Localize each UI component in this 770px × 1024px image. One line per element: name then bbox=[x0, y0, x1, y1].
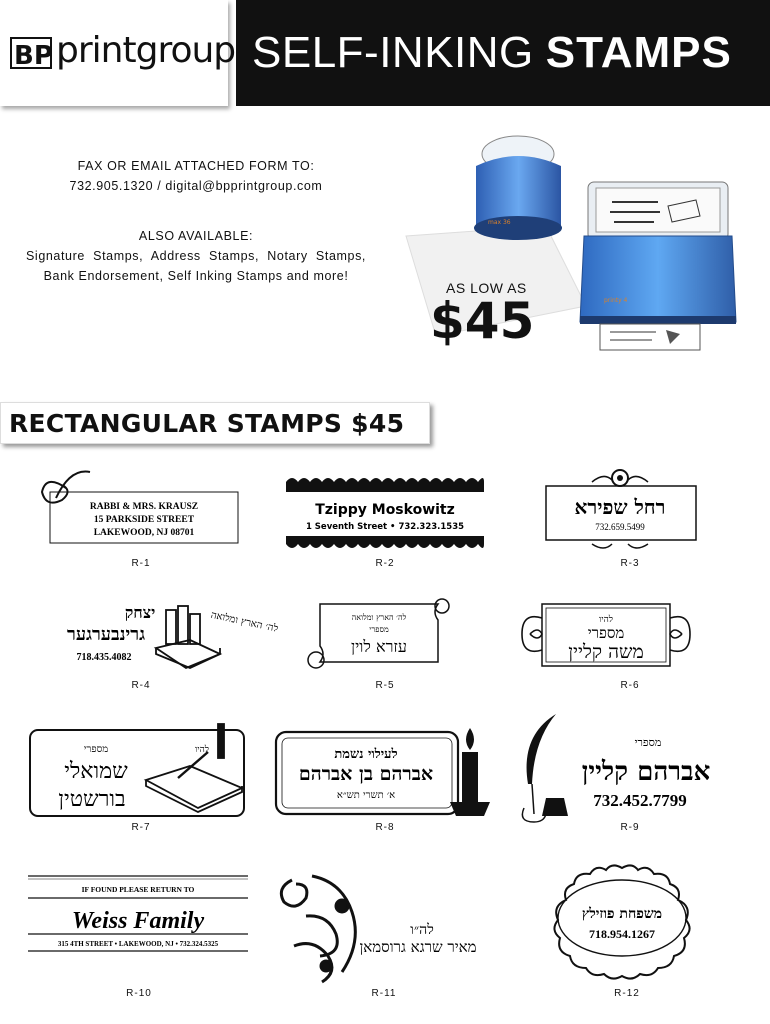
also-available-block bbox=[26, 226, 366, 286]
contact-details: 732.905.1320 / digital@bpprintgroup.com bbox=[69, 179, 323, 193]
stamp-label-r11: R-11 bbox=[371, 988, 397, 999]
stamp-r11-top: לה״ו bbox=[410, 922, 434, 938]
stamp-r12-name: משפחת פוזילץ bbox=[581, 906, 663, 922]
stamp-r6-name: משה קליין bbox=[568, 641, 644, 663]
stamp-r10-line1: IF FOUND PLEASE RETURN TO bbox=[81, 885, 195, 894]
stamp-r9-name: אברהם קליין bbox=[581, 757, 711, 787]
stamp-r4-name1: יצחק bbox=[124, 603, 156, 622]
stamp-r2-name: Tzippy Moskowitz bbox=[315, 502, 455, 518]
svg-text:printy 4: printy 4 bbox=[604, 297, 628, 304]
stamp-r1-line3: LAKEWOOD, NJ 08701 bbox=[93, 528, 195, 538]
stamp-r12-phone: 718.954.1267 bbox=[589, 927, 655, 941]
stamp-label-r6: R-6 bbox=[620, 680, 640, 691]
candle-icon bbox=[450, 728, 490, 816]
decorative-frame-icon bbox=[554, 865, 689, 978]
stamp-r7-name1: שמואלי bbox=[64, 759, 128, 784]
stamp-r6 bbox=[518, 598, 694, 672]
stamp-r7-top-left: מספרי bbox=[83, 744, 109, 755]
stamp-r8-line3: א׳ תשרי תש״א bbox=[336, 790, 396, 801]
banner-title-light: SELF-INKING bbox=[252, 28, 534, 77]
flourish-icon bbox=[42, 472, 90, 503]
stamp-r7-top-right: להיו bbox=[194, 745, 210, 755]
stamp-r4 bbox=[44, 592, 279, 676]
stamp-label-r2: R-2 bbox=[375, 558, 395, 569]
stamp-r1-line2: 15 PARKSIDE STREET bbox=[93, 515, 195, 525]
logo-text: printgroup bbox=[56, 30, 236, 71]
stamp-label-r1: R-1 bbox=[131, 558, 151, 569]
stamp-r10-name: Weiss Family bbox=[71, 908, 205, 934]
stamp-r12 bbox=[538, 862, 706, 974]
stamp-label-r7: R-7 bbox=[131, 822, 151, 833]
title-banner bbox=[236, 0, 770, 106]
stamp-r5 bbox=[304, 596, 454, 676]
stamp-r6-top: להיו bbox=[598, 615, 614, 625]
svg-text:BP: BP bbox=[14, 41, 53, 71]
also-heading: ALSO AVAILABLE: bbox=[138, 229, 254, 243]
stamp-r8-line2: אברהם בן אברהם bbox=[298, 763, 434, 785]
stamp-label-r12: R-12 bbox=[614, 988, 640, 999]
stamp-r2 bbox=[284, 474, 486, 554]
stamp-r9-top: מספרי bbox=[634, 736, 662, 749]
stamp-r1 bbox=[36, 468, 246, 548]
stamp-label-r4: R-4 bbox=[131, 680, 151, 691]
stamp-r4-top: לה׳ הארץ ומלואה bbox=[209, 609, 279, 635]
svg-text:max 36: max 36 bbox=[488, 219, 511, 226]
contact-block bbox=[26, 156, 366, 196]
stamp-r5-top: לה׳ הארץ ומלואה bbox=[351, 613, 407, 622]
stamp-label-r9: R-9 bbox=[620, 822, 640, 833]
stamp-r1-line1: RABBI & MRS. KRAUSZ bbox=[89, 502, 199, 512]
stamp-r4-phone: 718.435.4082 bbox=[76, 652, 132, 663]
stamp-r2-line2: 1 Seventh Street • 732.323.1535 bbox=[305, 522, 465, 532]
open-book-icon bbox=[146, 724, 242, 812]
stamp-r7-name2: בורשטין bbox=[58, 787, 126, 812]
stamp-r3 bbox=[540, 464, 700, 550]
stamp-r5-name: עזרא לוין bbox=[351, 637, 407, 656]
bp-logo-mark-icon bbox=[10, 36, 56, 72]
stamp-r9-phone: 732.452.7799 bbox=[593, 791, 687, 810]
stamp-label-r10: R-10 bbox=[126, 988, 152, 999]
stamp-r8 bbox=[274, 724, 498, 820]
stamp-r3-phone: 732.659.5499 bbox=[595, 522, 645, 532]
stamp-r3-name: רחל שפירא bbox=[574, 495, 666, 519]
price: $45 bbox=[430, 292, 535, 350]
section-title: RECTANGULAR STAMPS $45 bbox=[9, 408, 405, 438]
stamp-r10 bbox=[26, 868, 252, 958]
stamp-r7 bbox=[28, 718, 250, 820]
stamp-r11 bbox=[272, 866, 502, 990]
stamp-r4-name2: גרינבערגער bbox=[66, 624, 146, 645]
stamp-label-r8: R-8 bbox=[375, 822, 395, 833]
as-low-as-label: AS LOW AS bbox=[446, 280, 527, 296]
stamp-r8-line1: לעילוי נשמת bbox=[334, 747, 398, 762]
quill-icon bbox=[522, 714, 568, 822]
stamp-r9 bbox=[516, 712, 730, 828]
stamp-label-r5: R-5 bbox=[375, 680, 395, 691]
stamp-r11-name: מאיר שרגא גרוסמאן bbox=[359, 938, 477, 956]
also-body: Signature Stamps, Address Stamps, Notary Stamps, Bank Endorsement, Self Inking Stamps and more! bbox=[26, 249, 366, 283]
banner-title-bold: STAMPS bbox=[545, 28, 732, 77]
stamp-r5-mid: מספרי bbox=[369, 625, 389, 634]
section-header bbox=[0, 402, 430, 444]
contact-line: FAX OR EMAIL ATTACHED FORM TO: bbox=[77, 159, 315, 173]
stamp-label-r3: R-3 bbox=[620, 558, 640, 569]
stamp-r10-line3: 315 4TH STREET • LAKEWOOD, NJ • 732.324.5325 bbox=[57, 940, 219, 948]
stamp-r6-mid: מספרי bbox=[587, 624, 625, 642]
logo bbox=[0, 0, 236, 106]
floral-ornament-icon bbox=[281, 876, 355, 982]
